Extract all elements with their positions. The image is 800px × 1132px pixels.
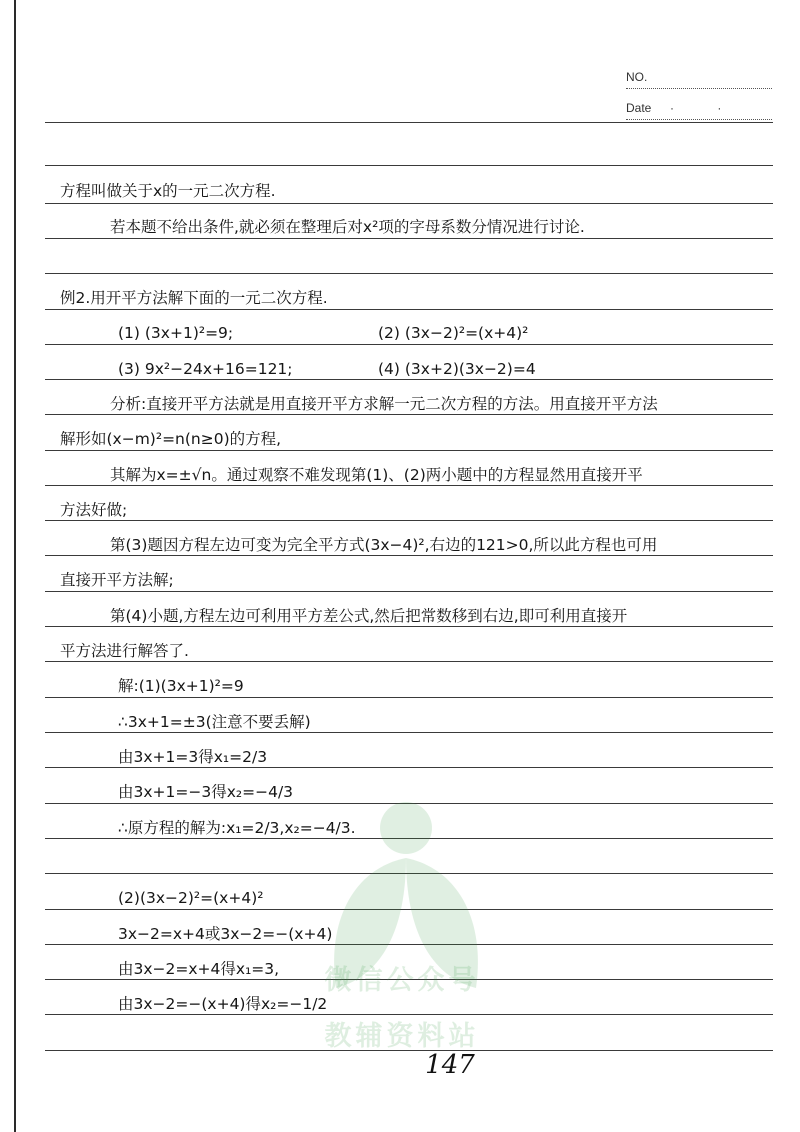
text-line: 解形如(x−m)²=n(n≥0)的方程, — [60, 430, 282, 448]
number-label: NO. — [626, 70, 648, 84]
ruled-line — [45, 165, 773, 166]
page-margin-line — [14, 0, 16, 1132]
text-line: 其解为x=±√n。通过观察不难发现第(1)、(2)两小题中的方程显然用直接开平 — [110, 466, 643, 484]
ruled-line — [45, 520, 773, 521]
text-line: 由3x+1=3得x₁=2/3 — [118, 748, 268, 766]
date-value: · · — [670, 101, 742, 115]
text-line: ∴3x+1=±3(注意不要丢解) — [118, 713, 311, 731]
text-line: 若本题不给出条件,就必须在整理后对x²项的字母系数分情况进行讨论. — [110, 218, 585, 236]
ruled-line — [45, 122, 773, 123]
text-line: ∴原方程的解为:x₁=2/3,x₂=−4/3. — [118, 819, 356, 837]
equation-2: (2) (3x−2)²=(x+4)² — [378, 324, 529, 342]
date-label: Date — [626, 101, 652, 115]
date-field — [626, 101, 772, 120]
text-line: 由3x−2=x+4得x₁=3, — [118, 960, 280, 978]
text-line: 方法好做; — [60, 501, 128, 519]
text-line: (2)(3x−2)²=(x+4)² — [118, 889, 264, 907]
number-field — [626, 70, 772, 89]
text-line: 第(4)小题,方程左边可利用平方差公式,然后把常数移到右边,即可利用直接开 — [110, 607, 628, 625]
text-line: 由3x−2=−(x+4)得x₂=−1/2 — [118, 995, 328, 1013]
text-line: 平方法进行解答了. — [60, 642, 189, 660]
text-line: 由3x+1=−3得x₂=−4/3 — [118, 783, 294, 801]
watermark-line-1: 微信公众号 — [324, 965, 480, 996]
text-line: 解:(1)(3x+1)²=9 — [118, 677, 244, 695]
text-line: 分析:直接开平方法就是用直接开平方求解一元二次方程的方法。用直接开平方法 — [110, 395, 658, 413]
text-line: 方程叫做关于x的一元二次方程. — [60, 182, 276, 200]
equation-3: (3) 9x²−24x+16=121; — [118, 360, 293, 378]
text-line: 第(3)题因方程左边可变为完全平方式(3x−4)²,右边的121>0,所以此方程也可用 — [110, 536, 658, 554]
page-number: 147 — [425, 1050, 475, 1080]
text-line: 直接开平方法解; — [60, 571, 174, 589]
ruled-line — [45, 273, 773, 274]
watermark-line-2: 教辅资料站 — [324, 1021, 480, 1052]
text-line: 3x−2=x+4或3x−2=−(x+4) — [118, 925, 333, 943]
equation-4: (4) (3x+2)(3x−2)=4 — [378, 360, 536, 378]
ruled-line — [45, 873, 773, 874]
equation-1: (1) (3x+1)²=9; — [118, 324, 234, 342]
text-line: 例2.用开平方法解下面的一元二次方程. — [60, 289, 328, 307]
